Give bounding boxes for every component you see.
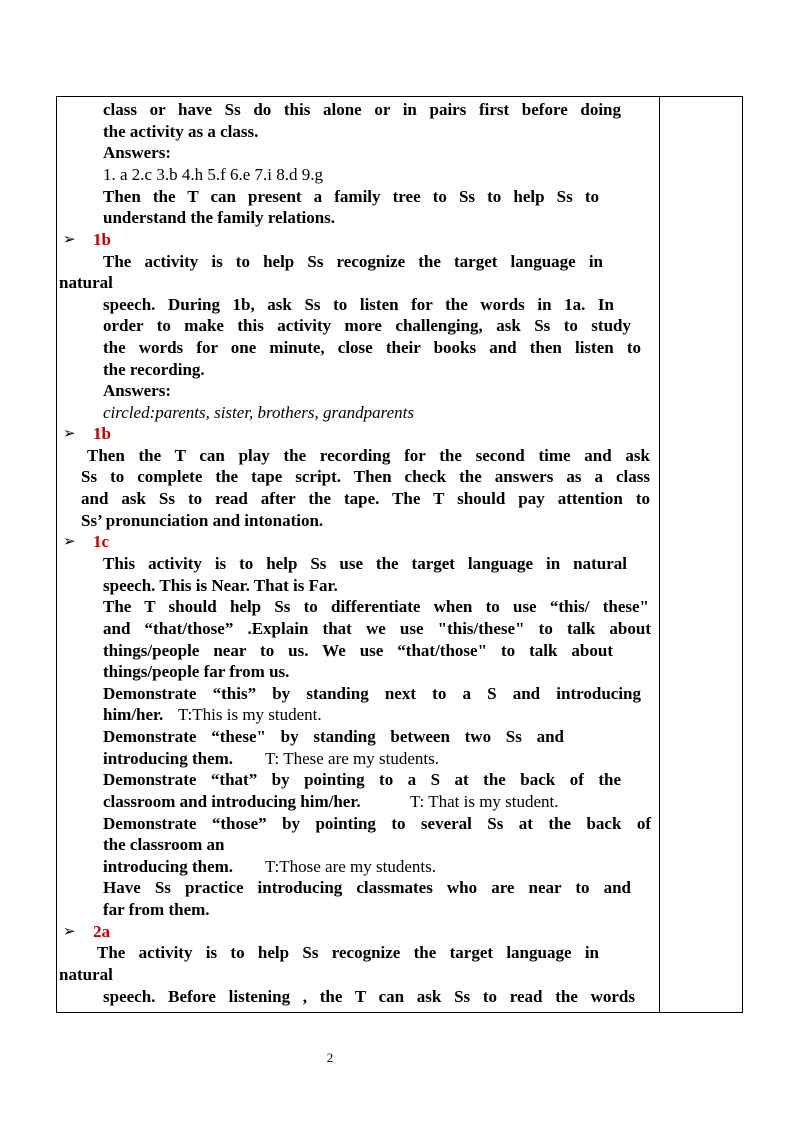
bullet-arrow-icon: ➢: [63, 534, 76, 550]
text-line: Then the T can present a family tree to Ss to help Ss to: [103, 187, 599, 206]
text-line: things/people near to us. We use “that/those" to talk about: [103, 641, 613, 660]
text-line: and ask Ss to read after the tape. The T should pay attention to: [81, 489, 650, 508]
text-line: class or have Ss do this alone or in pairs first before doing: [103, 100, 621, 119]
text-line: things/people far from us.: [103, 662, 290, 681]
section-heading: 1c: [93, 532, 110, 551]
text-line: speech. During 1b, ask Ss to listen for the words in 1a. In: [103, 295, 614, 314]
section-heading: 1b: [93, 424, 111, 443]
example-line: T:This is my student.: [178, 705, 322, 724]
answers-label: Answers:: [103, 143, 171, 162]
text-line: Then the T can play the recording for the second time and ask: [87, 446, 650, 465]
text-line: Demonstrate “those” by pointing to several Ss at the back of: [103, 814, 651, 833]
bullet-arrow-icon: ➢: [63, 232, 76, 248]
bullet-arrow-icon: ➢: [63, 924, 76, 940]
text-line: the recording.: [103, 360, 205, 379]
text-line: the classroom an: [103, 835, 225, 854]
text-line: introducing them.: [103, 857, 234, 876]
text-line: him/her.: [103, 705, 164, 724]
text-line: the words for one minute, close their books and then listen to: [103, 338, 641, 357]
text-line: Demonstrate “these" by standing between two Ss and: [103, 727, 564, 746]
text-line: Demonstrate “that” by pointing to a S at the back of the: [103, 770, 621, 789]
answers-line: 1. a 2.c 3.b 4.h 5.f 6.e 7.i 8.d 9.g: [103, 165, 324, 184]
lesson-table: [56, 96, 743, 1013]
text-line: order to make this activity more challenging, ask Ss to study: [103, 316, 631, 335]
text-line: Demonstrate “this” by standing next to a S and introducing: [103, 684, 641, 703]
column-divider: [659, 97, 660, 1012]
text-line: classroom and introducing him/her.: [103, 792, 361, 811]
page-number: 2: [326, 1050, 334, 1065]
text-line: the activity as a class.: [103, 122, 259, 141]
text-line: speech. Before listening , the T can ask Ss to read the words: [103, 987, 635, 1006]
example-line: T:Those are my students.: [265, 857, 437, 876]
answers-label: Answers:: [103, 381, 171, 400]
text-line: The T should help Ss to differentiate when to use “this/ these": [103, 597, 649, 616]
text-line: The activity is to help Ss recognize the target language in: [103, 252, 603, 271]
text-line: speech. This is Near. That is Far.: [103, 576, 338, 595]
text-line: and “that/those” .Explain that we use "this/these" to talk about: [103, 619, 651, 638]
text-line: far from them.: [103, 900, 210, 919]
text-line: This activity is to help Ss use the target language in natural: [103, 554, 627, 573]
section-heading: 1b: [93, 230, 111, 249]
text-line: Have Ss practice introducing classmates who are near to and: [103, 878, 631, 897]
text-line: natural: [59, 965, 113, 984]
text-line: understand the family relations.: [103, 208, 336, 227]
text-line: Ss’ pronunciation and intonation.: [81, 511, 324, 530]
section-heading: 2a: [93, 922, 110, 941]
text-line: natural: [59, 273, 113, 292]
example-line: T: These are my students.: [265, 749, 439, 768]
text-line: introducing them.: [103, 749, 234, 768]
answers-line: circled:parents, sister, brothers, grandparents: [103, 403, 415, 422]
example-line: T: That is my student.: [410, 792, 559, 811]
bullet-arrow-icon: ➢: [63, 426, 76, 442]
text-line: The activity is to help Ss recognize the target language in: [97, 943, 599, 962]
text-line: Ss to complete the tape script. Then check the answers as a class: [81, 467, 650, 486]
